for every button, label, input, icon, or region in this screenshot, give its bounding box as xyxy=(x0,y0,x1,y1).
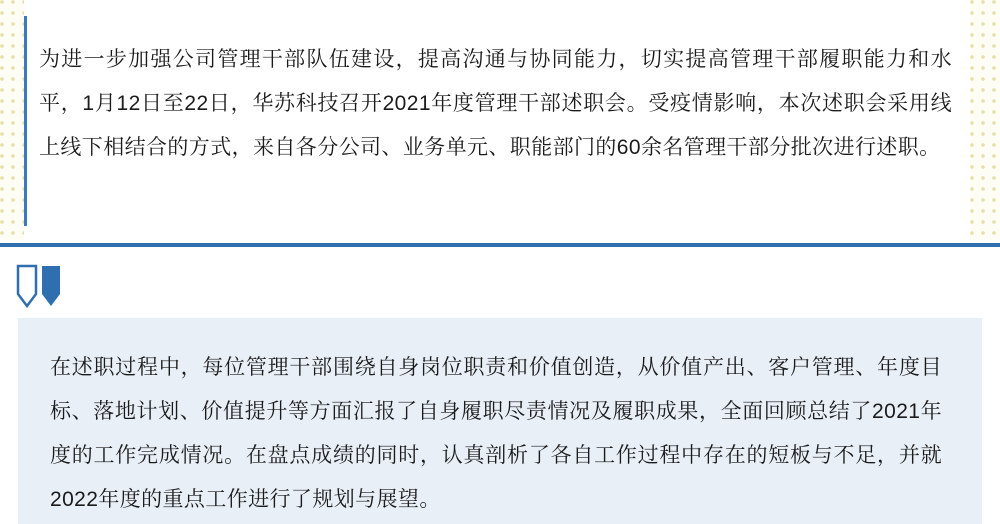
paragraph-block-highlight xyxy=(18,318,982,524)
paragraph-text-one: 为进一步加强公司管理干部队伍建设，提高沟通与协同能力，切实提高管理干部履职能力和水平，1月12日至22日，华苏科技召开2021年度管理干部述职会。受疫情影响，本次述职会采用线上线下相结合的方式，来自各分公司、业务单元、职能部门的60余名管理干部分批次进行述职。 xyxy=(39,48,952,159)
decorative-dot-texture-right xyxy=(970,0,1000,240)
quote-mark-icon xyxy=(16,264,76,308)
decorative-dot-texture-left xyxy=(0,0,24,240)
page-right-gutter xyxy=(982,318,1000,524)
paragraph-block-primary xyxy=(24,16,970,226)
section-divider xyxy=(0,243,1000,247)
paragraph-text-two: 在述职过程中，每位管理干部围绕自身岗位职责和价值创造，从价值产出、客户管理、年度目标、落地计划、价值提升等方面汇报了自身履职尽责情况及履职成果，全面回顾总结了2021年度的工作完成情况。在盘点成绩的同时，认真剖析了各自工作过程中存在的短板与不足，并就2022年度的重点工作进行了规划与展望。 xyxy=(50,356,942,511)
